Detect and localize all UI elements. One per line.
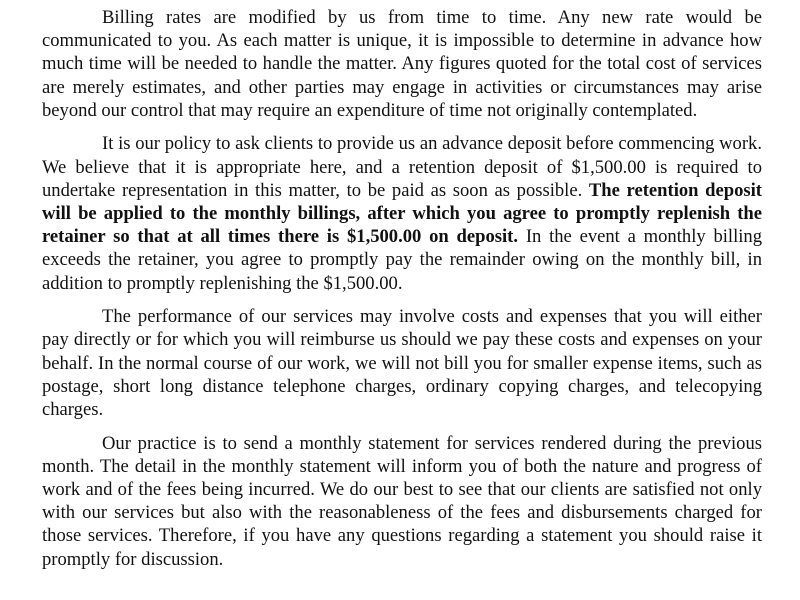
document-page	[42, 6, 762, 571]
paragraph-text: Our practice is to send a monthly statement for services rendered during the previous month. The detail in the monthly statement will inform you of both the nature and progress of work and of the fees being incurred. We do our best to see that our clients are satisfied not only with our services but also with the reasonableness of the fees and disbursements charged for those services. Therefore, if you have any questions regarding a statement you should raise it promptly for discussion.	[42, 432, 762, 570]
paragraph-text: In the event a monthly billing exceeds the retainer, you agree to promptly pay the remainder owing on the monthly bill, in addition to promptly replenishing the $1,500.00.	[42, 226, 762, 294]
paragraph-monthly-statement	[42, 432, 762, 571]
paragraph-retention-deposit	[42, 132, 762, 294]
paragraph-text: It is our policy to ask clients to provide us an advance deposit before commencing work. We believe that it is appropriate here, and a retention deposit of $1,500.00 is required to undertake representation in this matter, to be paid as soon as possible.	[42, 133, 762, 201]
paragraph-costs-expenses	[42, 305, 762, 421]
retention-deposit-emphasis: The retention deposit will be applied to the monthly billings, after which you agree to promptly replenish the retainer so that at all times there is $1,500.00 on deposit.	[42, 179, 762, 248]
paragraph-billing-rates	[42, 6, 762, 122]
paragraph-text: The performance of our services may involve costs and expenses that you will either pay directly or for which you will reimburse us should we pay these costs and expenses on your behalf. In the normal course of our work, we will not bill you for smaller expense items, such as postage, short long distance telephone charges, ordinary copying charges, and telecopying charges.	[42, 306, 762, 421]
paragraph-text: Billing rates are modified by us from time to time. Any new rate would be communicated to you. As each matter is unique, it is impossible to determine in advance how much time will be needed to handle the matter. Any figures quoted for the total cost of services are merely estimates, and other parties may engage in activities or circumstances may arise beyond our control that may require an expenditure of time not originally contemplated.	[42, 7, 762, 121]
